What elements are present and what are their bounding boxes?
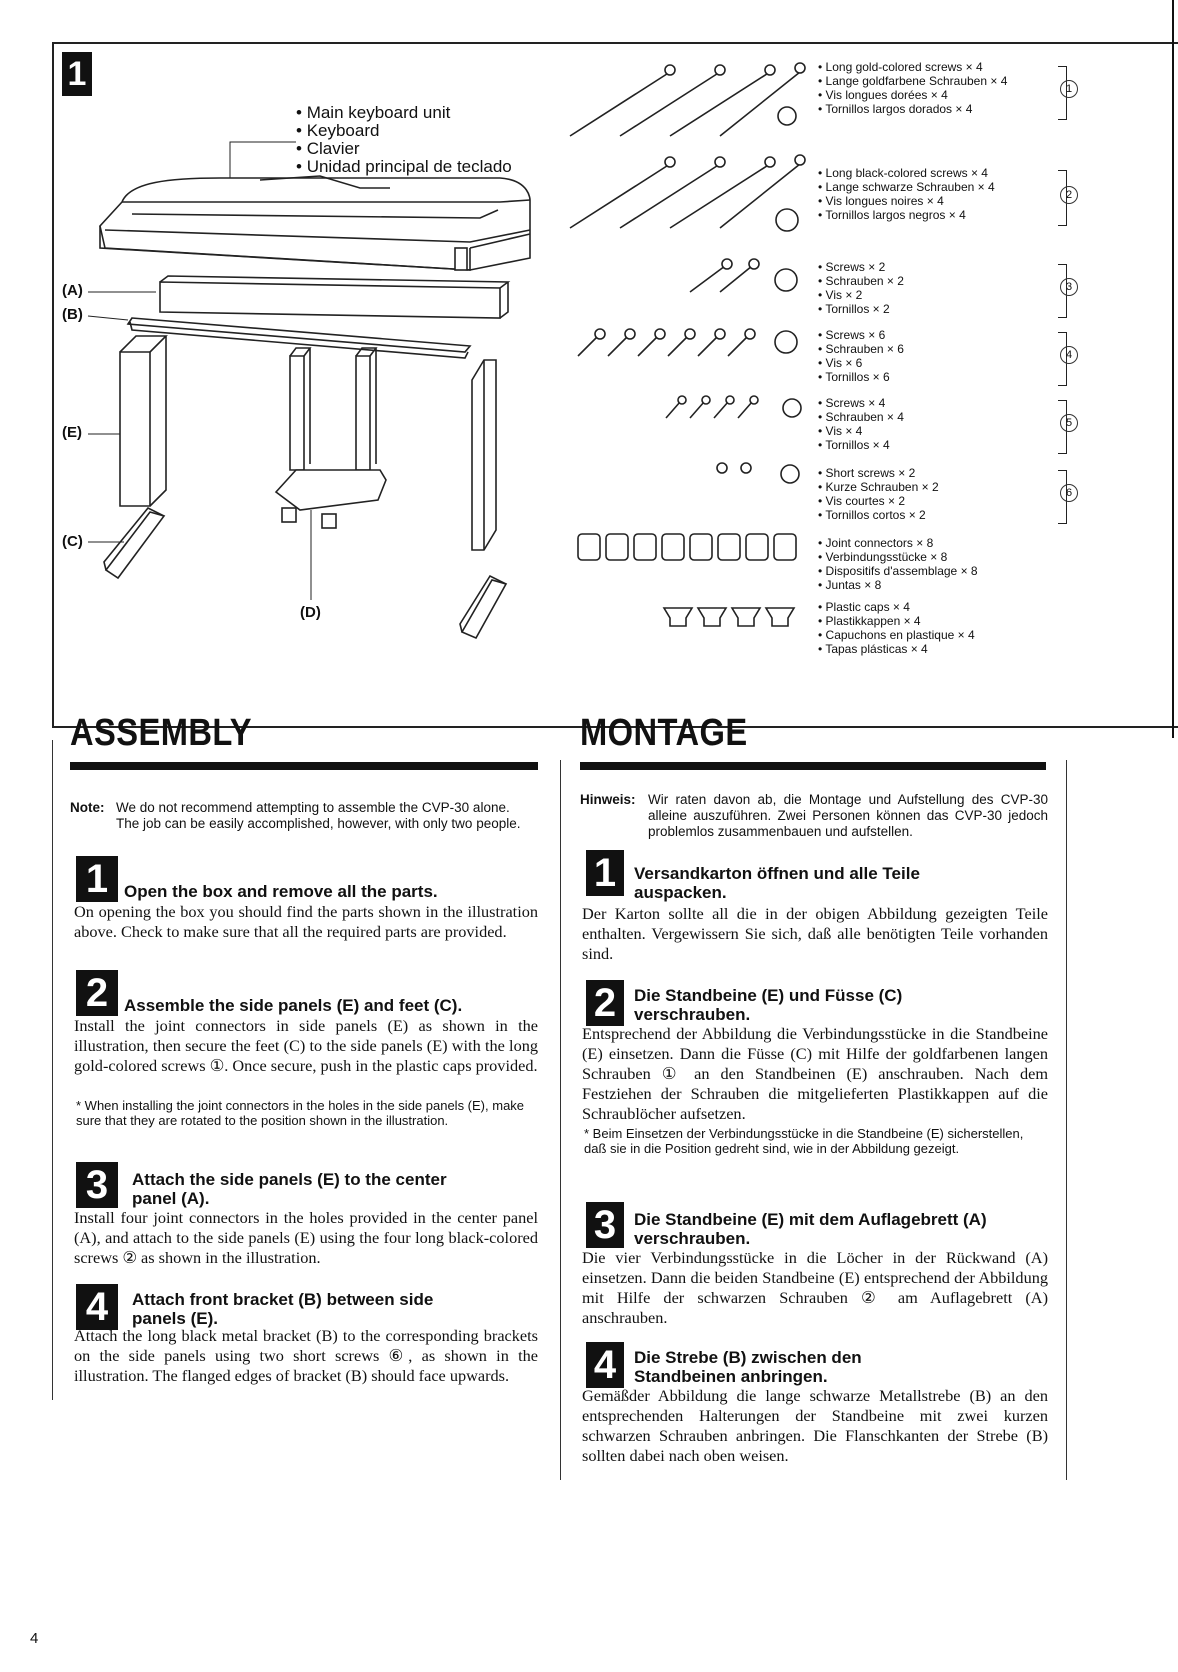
long-gold-screw-icon (570, 63, 805, 136)
step-body: Install the joint connectors in side panels (E) as shown in the illustration, then secure the feet (C) to the side panels (E) with the long gold-colored screws ①. Once secure, push in the plastic caps provided. (74, 1016, 538, 1075)
part-line: • Lange goldfarbene Schrauben × 4 (818, 74, 1007, 88)
step-badge: 1 (586, 850, 624, 896)
part-number-5: 5 (1060, 414, 1078, 432)
step-title: Attach the side panels (E) to the center panel (A). (132, 1170, 447, 1208)
step-body: Der Karton sollte all die in der obigen Abbildung gezeigten Teile enthalten. Vergewissern Sie sich, daß alle benötigten Teile vorhanden sind. (582, 904, 1048, 963)
part-line: • Tornillos largos negros × 4 (818, 208, 995, 222)
parts-list-1 (818, 60, 1007, 116)
note-label: Hinweis: (580, 792, 636, 807)
part-number-4: 4 (1060, 346, 1078, 364)
part-line: • Tornillos × 2 (818, 302, 904, 316)
heading-bar (580, 762, 1046, 770)
german-heading: MONTAGE (580, 712, 748, 754)
side-panel-e-right-drawing (472, 360, 496, 550)
side-panel-e-left-drawing (120, 336, 166, 506)
step-body: Install four joint connectors in the holes provided in the center panel (A), and attach to the side panels (E) using the four long black-colored screws ② as shown in the illustration. (74, 1208, 538, 1267)
heading-bar (70, 762, 538, 770)
note-text: Wir raten davon ab, die Montage und Aufstellung des CVP-30 alleine auszuführen. Zwei Personen können das CVP-30 jedoch problemlos zusammenbauen und aufstellen. (648, 792, 1048, 839)
step-badge: 4 (586, 1342, 624, 1388)
note-label: Note: (70, 800, 105, 815)
part-line: • Kurze Schrauben × 2 (818, 480, 939, 494)
part-number-3: 3 (1060, 278, 1078, 296)
parts-list-5 (818, 396, 904, 452)
step-body: Die vier Verbindungsstücke in die Löcher in der Rückwand (A) einsetzen. Dann die beiden Standbeine (E) entsprechend der Abbildung mit Hilfe der schwarzen Schrauben ② am Auflagebrett (A) anschrauben. (582, 1248, 1048, 1327)
part-line: • Screws × 4 (818, 396, 904, 410)
part-line: • Vis × 6 (818, 356, 904, 370)
part-number-6: 6 (1060, 484, 1078, 502)
stand-d-drawing (276, 348, 386, 528)
part-line: • Screws × 2 (818, 260, 904, 274)
parts-list-2 (818, 166, 995, 222)
part-number-1: 1 (1060, 80, 1078, 98)
part-line: • Schrauben × 6 (818, 342, 904, 356)
part-line: • Tornillos × 6 (818, 370, 904, 384)
part-line: • Joint connectors × 8 (818, 536, 978, 550)
front-bracket-b-drawing (128, 318, 470, 358)
step-badge: 4 (76, 1284, 118, 1330)
main-unit-label: • Unidad principal de teclado (296, 158, 512, 176)
part-line: • Vis × 2 (818, 288, 904, 302)
step-footnote: * Beim Einsetzen der Verbindungsstücke in die Standbeine (E) sicherstellen, daß sie in die Position gedreht sind, wie in der Abbildung gezeigt. (584, 1126, 1024, 1156)
part-line: • Short screws × 2 (818, 466, 939, 480)
parts-list-caps (818, 600, 975, 656)
label-a: (A) (62, 282, 83, 299)
short-screw-icon (717, 463, 799, 483)
step-footnote: * When installing the joint connectors in the holes in the side panels (E), make sure that they are rotated to the position shown in the illustration. (76, 1098, 525, 1128)
plastic-cap-icon (664, 608, 794, 626)
center-panel-a-drawing (160, 276, 508, 318)
step-body: Attach the long black metal bracket (B) to the corresponding brackets on the side panels using two short screws ⑥, as shown in the illustration. The flanged edges of bracket (B) should face upwards. (74, 1326, 538, 1385)
label-c: (C) (62, 533, 83, 550)
main-unit-label: • Keyboard (296, 122, 512, 140)
part-line: • Screws × 6 (818, 328, 904, 342)
page-edge-rule (1172, 0, 1174, 738)
part-line: • Vis courtes × 2 (818, 494, 939, 508)
step-badge: 2 (76, 970, 118, 1016)
step-title: Die Strebe (B) zwischen den Standbeinen anbringen. (634, 1348, 862, 1386)
part-line: • Vis longues dorées × 4 (818, 88, 1007, 102)
column-rule (52, 740, 53, 1400)
step-badge: 2 (586, 980, 624, 1026)
part-line: • Tapas plásticas × 4 (818, 642, 975, 656)
label-d: (D) (300, 604, 321, 621)
part-line: • Long black-colored screws × 4 (818, 166, 995, 180)
parts-list-4 (818, 328, 904, 384)
foot-c-left-drawing (104, 508, 164, 578)
part-line: • Long gold-colored screws × 4 (818, 60, 1007, 74)
step-body: Gemäßder Abbildung die lange schwarze Metallstrebe (B) an den entsprechenden Halterungen der Standbeine mit zwei kurzen schwarzen Schrauben anbringen. Die Flanschkanten der Strebe (B) sollten dabei nach oben weisen. (582, 1386, 1048, 1465)
step-body: Entsprechend der Abbildung die Verbindungsstücke in die Standbeine (E) einsetzen. Dann die Füsse (C) mit Hilfe der goldfarbenen langen Schrauben ① an den Standbeinen (E) anschrauben. Nach dem Festziehen der Schrauben die mitgelieferten Plastikkappen auf die Schraublöcher aufsetzen. (582, 1024, 1048, 1123)
part-line: • Tornillos largos dorados × 4 (818, 102, 1007, 116)
part-line: • Schrauben × 2 (818, 274, 904, 288)
part-line: • Vis × 4 (818, 424, 904, 438)
part-number-2: 2 (1060, 186, 1078, 204)
english-heading: ASSEMBLY (70, 712, 253, 754)
keyboard-unit-drawing (100, 176, 530, 270)
parts-drawings (560, 56, 860, 676)
step-badge: 1 (76, 856, 118, 902)
step-badge: 3 (586, 1202, 624, 1248)
part-line: • Tornillos × 4 (818, 438, 904, 452)
part-line: • Lange schwarze Schrauben × 4 (818, 180, 995, 194)
note-text: We do not recommend attempting to assemble the CVP-30 alone. The job can be easily accomplished, however, with only two people. (116, 800, 521, 831)
leader-line (88, 316, 128, 320)
step-title: Versandkarton öffnen und alle Teile auspacken. (634, 864, 920, 902)
main-unit-label: • Clavier (296, 140, 512, 158)
assembly-illustration (60, 130, 620, 710)
part-line: • Tornillos cortos × 2 (818, 508, 939, 522)
part-line: • Vis longues noires × 4 (818, 194, 995, 208)
figure-step-badge: 1 (62, 52, 92, 96)
step-title: Die Standbeine (E) und Füsse (C) verschrauben. (634, 986, 903, 1024)
step-title: Die Standbeine (E) mit dem Auflagebrett (A) verschrauben. (634, 1210, 987, 1248)
long-black-screw-icon (570, 155, 805, 231)
part-line: • Capuchons en plastique × 4 (818, 628, 975, 642)
step-title: Open the box and remove all the parts. (124, 882, 438, 901)
parts-list-6 (818, 466, 939, 522)
step-badge: 3 (76, 1162, 118, 1208)
step-body: On opening the box you should find the parts shown in the illustration above. Check to make sure that all the required parts are provided. (74, 902, 538, 941)
column-rule (1066, 760, 1067, 1480)
part-line: • Juntas × 8 (818, 578, 978, 592)
column-rule (560, 760, 561, 1480)
step-title: Attach front bracket (B) between side panels (E). (132, 1290, 434, 1328)
step-title: Assemble the side panels (E) and feet (C). (124, 996, 463, 1015)
screw-5-icon (666, 396, 801, 418)
page-number: 4 (30, 1630, 39, 1647)
screw-4-icon (578, 329, 797, 356)
main-unit-label: • Main keyboard unit (296, 104, 512, 122)
part-line: • Plastic caps × 4 (818, 600, 975, 614)
german-note (580, 792, 1050, 842)
parts-list-3 (818, 260, 904, 316)
screw-3-icon (690, 259, 797, 292)
part-line: • Verbindungsstücke × 8 (818, 550, 978, 564)
foot-c-right-drawing (460, 576, 506, 638)
label-b: (B) (62, 306, 83, 323)
parts-list-connectors (818, 536, 978, 592)
label-e: (E) (62, 424, 82, 441)
joint-connector-icon (578, 534, 796, 560)
part-line: • Schrauben × 4 (818, 410, 904, 424)
english-note (70, 800, 540, 850)
part-line: • Dispositifs d'assemblage × 8 (818, 564, 978, 578)
part-line: • Plastikkappen × 4 (818, 614, 975, 628)
